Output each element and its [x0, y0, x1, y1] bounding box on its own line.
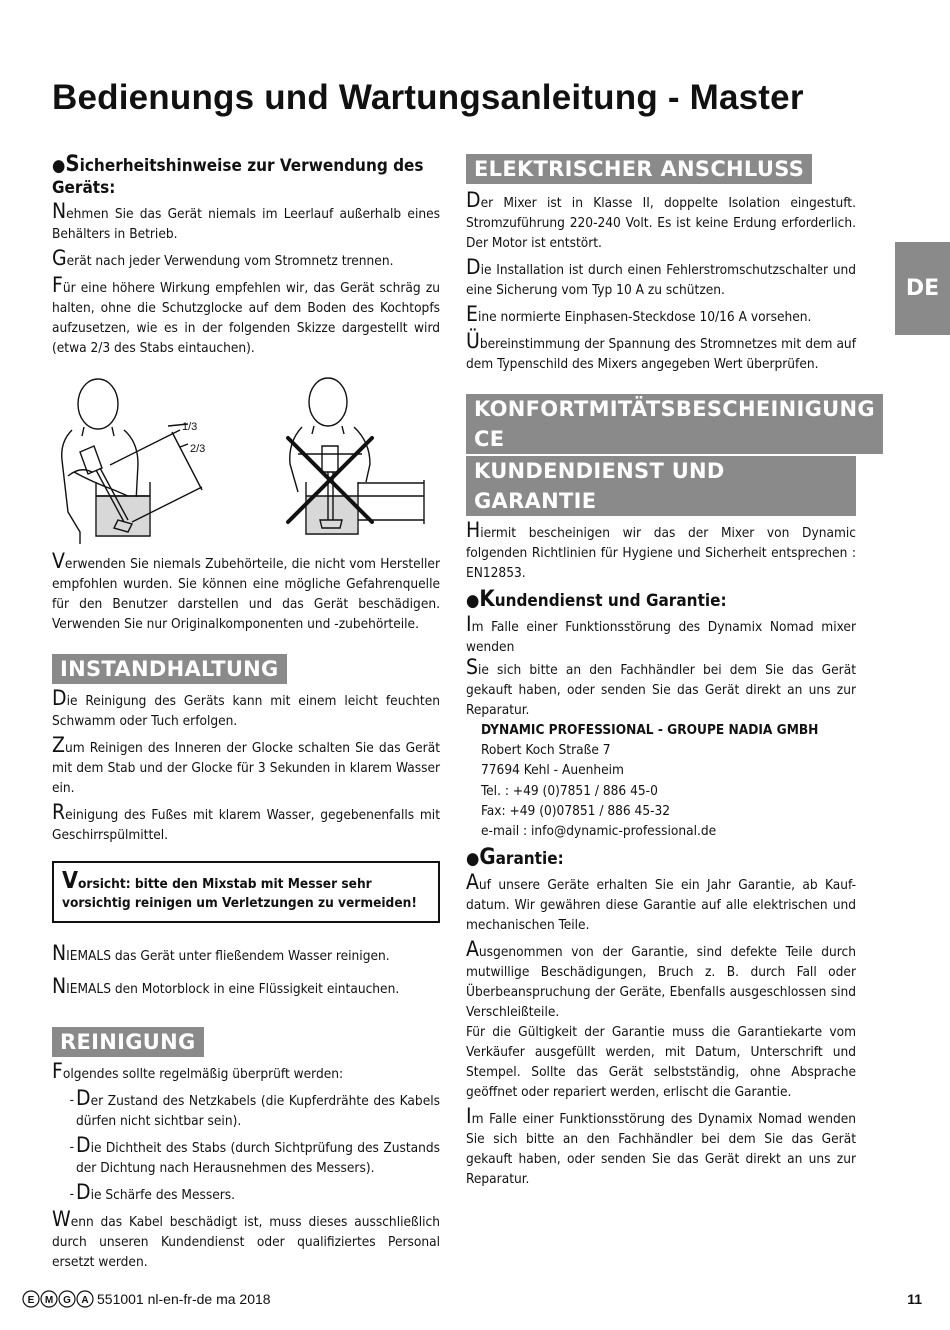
svg-text:M: M	[44, 1295, 54, 1306]
warranty-heading: ●Garantie:	[466, 845, 564, 871]
maintenance-paragraph: Die Reinigung des Geräts kann mit einem leicht feuchten Schwamm oder Tuch erfolgen.	[52, 686, 440, 729]
safety-paragraph: Für eine höhere Wirkung empfehlen wir, das Gerät schräg zu halten, ohne die Schutzglocke auf dem Boden des Kochtopfs aufzusetzen, wie es in der folgenden Skizze dargestellt wird (etwa 2/3 des Stabs eintauchen).	[52, 273, 440, 356]
list-item: - Der Zustand des Netzkabels (die Kupferdrähte des Kabels dürfen nicht sichtbar sein).	[69, 1086, 440, 1129]
never-paragraph: NIEMALS das Gerät unter fließendem Wasser reinigen.	[52, 941, 390, 965]
warranty-paragraph: Auf unsere Geräte erhalten Sie ein Jahr Garantie, ab Kauf-datum. Wir gewähren diese Garantie auf alle elektrischen und mechanischen Teile.	[466, 870, 856, 934]
address-email: e-mail : info@dynamic-professional.de	[481, 823, 717, 840]
warranty-paragraph: Ausgenommen von der Garantie, sind defekte Teile durch mutwillige Beschädigungen, Bruch z. B. durch Fall oder Überbeanspruchung der Geräte, Ebenfalls ausgeschlossen sind Verschleißteile.	[466, 937, 856, 1021]
service-heading: ●Kundendienst und Garantie:	[466, 587, 727, 612]
page-number: 11	[907, 1291, 922, 1307]
right-column	[466, 154, 875, 1195]
cable-paragraph: Wenn das Kabel beschädigt ist, muss dieses ausschließlich durch unseren Kundendienst oder qualifiziertes Personal ersetzt werden.	[52, 1207, 440, 1270]
language-tab: DE	[895, 242, 950, 335]
address-city: 77694 Kehl - Auenheim	[481, 762, 624, 779]
never-paragraph: NIEMALS den Motorblock in eine Flüssigkeit eintauchen.	[52, 974, 400, 998]
svg-text:G: G	[63, 1295, 71, 1306]
address-fax: Fax: +49 (0)07851 / 886 45-32	[481, 802, 671, 819]
figure-label-1-3: 1/3	[182, 421, 198, 433]
svg-text:A: A	[81, 1295, 89, 1306]
bullet-icon: ●	[466, 591, 480, 611]
safety-paragraph: Nehmen Sie das Gerät niemals im Leerlauf außerhalb eines Behälters in Betrieb.	[52, 199, 440, 242]
cleaning-intro: Folgendes sollte regelmäßig überprüft werden:	[52, 1059, 344, 1083]
svg-text:E: E	[27, 1295, 35, 1306]
warranty-paragraph: Im Falle einer Funktionsstörung des Dynamix Nomad wenden Sie sich bitte an den Fachhändler bei dem Sie das Gerät gekauft haben, oder senden Sie das Gerät direkt an uns zur Reparatur.	[466, 1104, 856, 1188]
section-heading-reinigung: REINIGUNG	[52, 1027, 204, 1057]
electrical-paragraph: Übereinstimmung der Spannung des Stromnetzes mit dem auf dem Typenschild des Mixers angegeben Wert überprüfen.	[466, 329, 856, 372]
correct-usage-figure	[62, 379, 202, 544]
bullet-icon: ●	[52, 156, 66, 176]
accessories-paragraph: Verwenden Sie niemals Zubehörteile, die nicht vom Hersteller empfohlen wurden. Sie können eine mögliche Gefahrenquelle für den Benutzer darstellen und das Gerät beschädigen. Verwenden Sie nur Originalkomponenten und -zubehörteile.	[52, 549, 440, 632]
electrical-paragraph: Eine normierte Einphasen-Steckdose 10/16 A vorsehen.	[466, 302, 812, 326]
emga-logo	[22, 1290, 96, 1308]
document-code: 551001 nl-en-fr-de ma 2018	[97, 1291, 271, 1307]
address-tel: Tel. : +49 (0)7851 / 886 45-0	[481, 782, 658, 799]
electrical-paragraph: Die Installation ist durch einen Fehlerstromschutzschalter und eine Sicherung vom Typ 10 A zu schützen.	[466, 255, 856, 298]
service-address	[466, 720, 856, 841]
electrical-paragraph: Der Mixer ist in Klasse II, doppelte Isolation eingestuft. Stromzuführung 220-240 Volt. Es ist keine Erdung erforderlich. Der Motor ist entstört.	[466, 188, 856, 251]
conformity-paragraph: Hiermit bescheinigen wir das der Mixer von Dynamic folgenden Richtlinien für Hygiene und Sicherheit entsprechen : EN12853.	[466, 518, 856, 581]
warning-box: Vorsicht: bitte den Mixstab mit Messer sehr vorsichtig reinigen um Verletzungen zu vermeiden!	[52, 861, 440, 923]
list-item: - Die Schärfe des Messers.	[69, 1180, 236, 1204]
service-paragraph: Im Falle einer Funktionsstörung des Dynamix Nomad mixer wenden	[466, 612, 856, 655]
maintenance-paragraph: Zum Reinigen des Inneren der Glocke schalten Sie das Gerät mit dem Stab und der Glocke für 3 Sekunden in klarem Wasser ein.	[52, 733, 440, 796]
company-name: DYNAMIC PROFESSIONAL - GROUPE NADIA GMBH	[481, 722, 819, 738]
list-item: - Die Dichtheit des Stabs (durch Sichtprüfung des Zustands der Dichtung nach Herausnehmen des Messers).	[69, 1133, 440, 1176]
usage-illustration	[52, 372, 440, 547]
bullet-icon: ●	[466, 849, 480, 870]
warranty-paragraph: Für die Gültigkeit der Garantie muss die Garantiekarte vom Verkäufer ausgefüllt werden, mit Datum, Unterschrift und Stempel. Sollte das Gerät selbstständig, ohne Absprache geöffnet oder repariert werden, erlischt die Garantie.	[466, 1024, 856, 1101]
address-street: Robert Koch Straße 7	[481, 742, 611, 759]
service-paragraph: Sie sich bitte an den Fachhändler bei dem Sie das Gerät gekauft haben, oder senden Sie das Gerät direkt an uns zur Reparatur.	[466, 655, 856, 718]
incorrect-usage-figure	[290, 378, 424, 534]
safety-heading: ●Sicherheitshinweise zur Verwendung des Geräts:	[52, 152, 424, 198]
safety-paragraph: Gerät nach jeder Verwendung vom Stromnetz trennen.	[52, 246, 394, 270]
section-heading-elektrisch: ELEKTRISCHER ANSCHLUSS	[466, 154, 812, 184]
page-title: Bedienungs und Wartungsanleitung - Master	[52, 78, 804, 117]
figure-label-2-3: 2/3	[190, 443, 206, 455]
section-heading-kundendienst: KUNDENDIENST UND GARANTIE	[466, 456, 856, 516]
maintenance-paragraph: Reinigung des Fußes mit klarem Wasser, gegebenenfalls mit Geschirrspülmittel.	[52, 800, 440, 843]
section-heading-konform: KONFORTMITÄTSBESCHEINIGUNG CE	[466, 394, 883, 454]
left-column	[52, 154, 440, 1278]
section-heading-instandhaltung: INSTANDHALTUNG	[52, 654, 287, 684]
